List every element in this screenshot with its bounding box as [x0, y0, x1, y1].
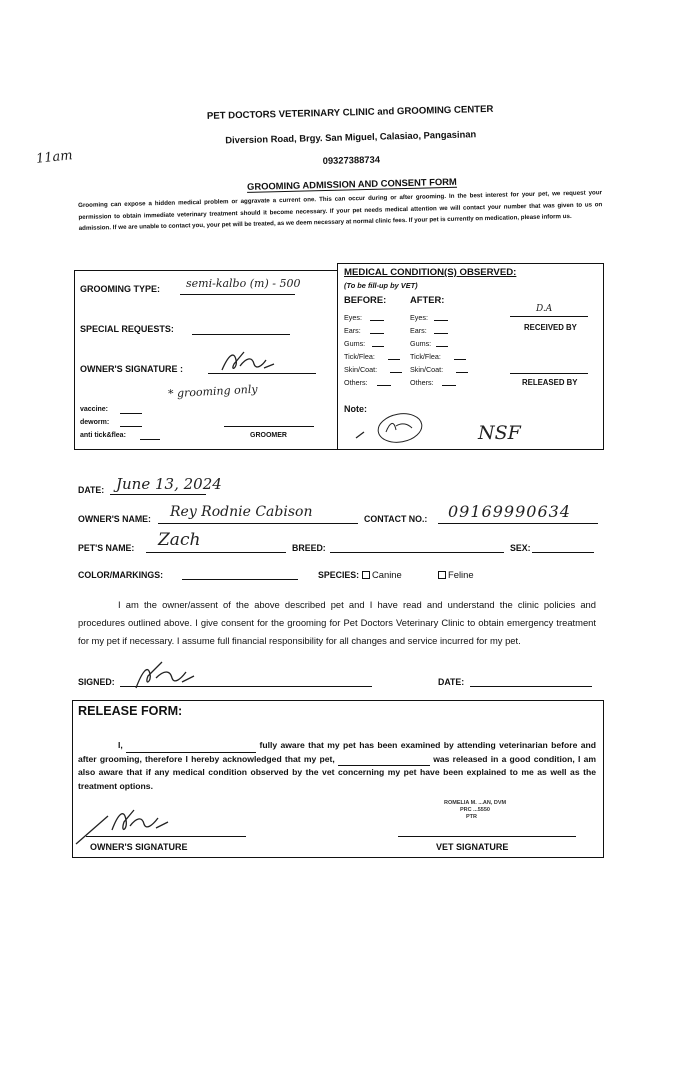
color-label: COLOR/MARKINGS:	[78, 570, 164, 580]
before-item: Tick/Flea:	[344, 352, 375, 361]
breed-line	[330, 552, 504, 553]
margin-note: 11am	[35, 148, 74, 167]
after-line	[442, 385, 456, 386]
consent-date-line	[470, 686, 592, 687]
release-text-1: I,	[118, 740, 123, 750]
after-line	[456, 372, 468, 373]
species-label: SPECIES:	[318, 570, 360, 580]
medical-title: MEDICAL CONDITION(S) OBSERVED:	[344, 267, 517, 278]
release-title: RELEASE FORM:	[78, 704, 183, 718]
after-label: AFTER:	[410, 294, 445, 305]
date-line	[110, 494, 206, 495]
groomer-label: GROOMER	[250, 432, 287, 439]
before-item: Gums:	[344, 339, 366, 348]
clinic-header	[160, 99, 542, 198]
clinic-address: Diversion Road, Brgy. San Miguel, Calasiao, Pangasinan	[225, 128, 477, 146]
release-paragraph	[78, 739, 596, 794]
intro-paragraph: Grooming can expose a hidden medical problem or aggravate a current one. This can occur during or after grooming. In the best interest for your pet, we request your permission to obtain immediate veterinary treatment should it become necessary. If your pet needs medical attention we will contact your number that was given to us on admission. If we are unable to contact you, your pet will be treated, as we deem necessary at normal clinic fees. If your pet is currently on medication, please inform us.	[78, 189, 603, 233]
after-item: Skin/Coat:	[410, 365, 444, 374]
stamp-line: PTR	[466, 814, 477, 820]
vaccine-line	[120, 413, 142, 414]
deworm-line	[120, 426, 142, 427]
after-line	[434, 320, 448, 321]
color-line	[182, 579, 298, 580]
special-requests-line	[192, 334, 290, 335]
owner-signature-label: OWNER'S SIGNATURE :	[80, 364, 183, 374]
left-panel	[74, 270, 337, 450]
consent-signature-scribble	[132, 658, 202, 692]
sex-line	[532, 552, 594, 553]
anti-tick-line	[140, 439, 160, 440]
note-value[interactable]: NSF	[478, 422, 521, 444]
owner-signature-scribble	[218, 346, 278, 378]
grooming-type-value[interactable]: semi-kalbo (m) - 500	[186, 277, 301, 290]
released-by-line	[510, 373, 588, 374]
sex-label: SEX:	[510, 543, 531, 553]
before-line	[370, 320, 384, 321]
before-item: Skin/Coat:	[344, 365, 378, 374]
owner-name-line	[158, 523, 358, 524]
release-owner-signature-label: OWNER'S SIGNATURE	[90, 842, 188, 852]
before-label: BEFORE:	[344, 294, 387, 305]
release-text-2: fully aware that my pet has been examined by attending veterinarian before and after grooming, therefore I hereby acknowledged that my pet,	[78, 740, 597, 764]
received-by-value[interactable]: D.A	[536, 304, 553, 314]
owner-name-value[interactable]: Rey Rodnie Cabison	[170, 504, 313, 520]
form-title-text: GROOMING ADMISSION AND CONSENT FORM	[246, 175, 457, 192]
special-requests-label: SPECIAL REQUESTS:	[80, 324, 174, 334]
release-text-3: was released in a good condition, I am also aware that if any medical condition observed by the vet concerning my pet have been explained to me as well as the treatment options.	[78, 753, 597, 792]
before-line	[390, 372, 402, 373]
feline-checkbox[interactable]	[438, 571, 446, 579]
clinic-name: PET DOCTORS VETERINARY CLINIC and GROOMING CENTER	[206, 103, 494, 122]
stamp-line: ROMELIA M. ...AN, DVM	[444, 800, 507, 806]
after-item: Gums:	[410, 339, 432, 348]
received-by-line	[510, 316, 588, 317]
consent-date-label: DATE:	[438, 677, 465, 687]
grooming-type-line	[180, 294, 295, 295]
released-by-label: RELEASED BY	[522, 378, 578, 387]
after-item: Eyes:	[410, 313, 428, 322]
after-line	[436, 346, 448, 347]
after-item: Others:	[410, 378, 434, 387]
pet-name-line	[146, 552, 286, 553]
stamp-line: PRC ...5550	[460, 807, 490, 813]
feline-option: Feline	[448, 569, 474, 580]
after-line	[434, 333, 448, 334]
before-line	[388, 359, 400, 360]
canine-checkbox[interactable]	[362, 571, 370, 579]
owner-signature-line-bottom	[86, 836, 246, 837]
handwritten-note: * grooming only	[167, 382, 258, 401]
contact-line	[438, 523, 598, 524]
vet-stamp	[444, 800, 506, 821]
groomer-line	[224, 426, 314, 427]
date-label: DATE:	[78, 485, 105, 495]
before-item: Ears:	[344, 326, 361, 335]
canine-option: Canine	[372, 569, 402, 580]
deworm-label: deworm:	[80, 419, 110, 426]
consent-paragraph: I am the owner/assent of the above described pet and I have read and understand the clinic policies and procedures outlined above. I give consent for the grooming for Pet Doctors Veterinary Clinic to obtain emergency treatment for my pet if necessary. I assume full financial responsibility for all changes and service incurred for my pet.	[78, 599, 596, 646]
after-item: Tick/Flea:	[410, 352, 441, 361]
date-value[interactable]: June 13, 2024	[116, 475, 222, 493]
vaccine-label: vaccine:	[80, 406, 109, 413]
anti-tick-label: anti tick&flea:	[80, 432, 126, 439]
before-line	[372, 346, 384, 347]
release-owner-blank[interactable]	[126, 752, 256, 753]
after-line	[454, 359, 466, 360]
vet-signature-line	[398, 836, 576, 837]
received-by-label: RECEIVED BY	[524, 323, 577, 332]
before-item: Eyes:	[344, 313, 362, 322]
breed-label: BREED:	[292, 543, 326, 553]
grooming-type-label: GROOMING TYPE:	[80, 284, 161, 294]
before-line	[370, 333, 384, 334]
contact-value[interactable]: 09169990634	[448, 502, 571, 521]
vet-signature-label: VET SIGNATURE	[436, 842, 509, 852]
pet-name-label: PET'S NAME:	[78, 543, 135, 553]
owner-name-label: OWNER'S NAME:	[78, 514, 151, 524]
medical-subtitle: (To be fill-up by VET)	[344, 281, 418, 290]
before-item: Others:	[344, 378, 368, 387]
signed-label: SIGNED:	[78, 677, 115, 687]
note-label: Note:	[344, 404, 367, 414]
pet-name-value[interactable]: Zach	[158, 530, 201, 550]
before-line	[377, 385, 391, 386]
clinic-phone: 09327388734	[322, 153, 381, 167]
contact-label: CONTACT NO.:	[364, 514, 428, 524]
after-item: Ears:	[410, 326, 427, 335]
note-scribble	[354, 408, 434, 448]
